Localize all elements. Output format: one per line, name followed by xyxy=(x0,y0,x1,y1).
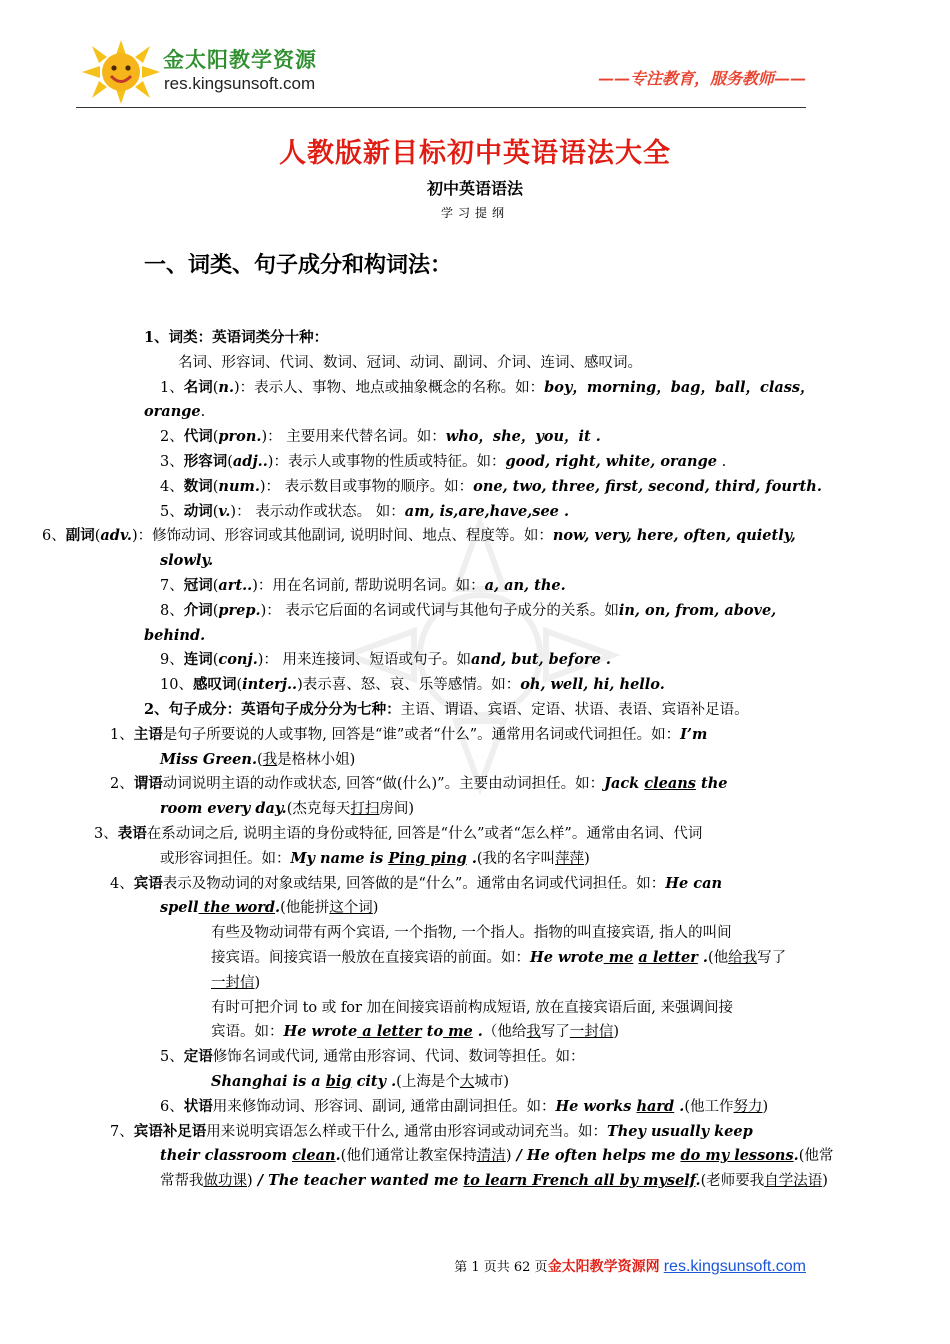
term: 冠词 xyxy=(183,577,213,594)
example: . xyxy=(472,1023,483,1041)
text: 写了 xyxy=(757,950,787,966)
example: . xyxy=(793,1147,799,1165)
paragraph xyxy=(144,698,749,723)
abbr: v. xyxy=(218,502,231,520)
example: He wrote xyxy=(530,949,604,966)
example: . xyxy=(466,849,477,867)
example: now, very, here, often, quietly, xyxy=(552,527,796,545)
example: their classroom xyxy=(160,1147,293,1165)
example: . xyxy=(695,1172,701,1190)
example: He works xyxy=(555,1097,637,1115)
text: ( xyxy=(227,454,233,470)
text: (上海是个 xyxy=(396,1074,460,1090)
example: . xyxy=(386,1073,397,1090)
paragraph xyxy=(160,599,776,624)
example: in, on, from, above, xyxy=(618,601,777,619)
paragraph xyxy=(160,500,569,525)
example: who，she，you，it . xyxy=(445,428,601,446)
text: ( xyxy=(236,677,243,694)
example: to learn French all by myself xyxy=(463,1172,696,1190)
paragraph xyxy=(160,549,213,574)
text: ) xyxy=(822,1173,828,1190)
text: 这个词 xyxy=(329,900,373,917)
text: 有时可把介词 to 或 for 加在间接宾语前构成短语, 放在直接宾语后面, 来强调间接 xyxy=(211,999,733,1016)
text: )：用在名词前, 帮助说明名词。如： xyxy=(252,578,485,594)
paragraph xyxy=(110,723,707,748)
term: 状语 xyxy=(183,1097,213,1115)
paragraph xyxy=(211,1070,509,1095)
example: oh, well, hi, hello. xyxy=(520,676,665,694)
text: )表示喜、怒、哀、乐等感情。如： xyxy=(297,677,521,694)
example: a letter xyxy=(357,1023,422,1041)
paragraph xyxy=(211,946,786,971)
term: 定语 xyxy=(183,1048,213,1066)
text: 打扫 xyxy=(350,801,380,818)
example: the xyxy=(695,775,728,793)
example: city xyxy=(351,1073,387,1090)
paragraph xyxy=(160,673,665,698)
example: big xyxy=(325,1073,352,1090)
example: room every day. xyxy=(160,800,287,818)
text: 萍萍 xyxy=(555,850,585,867)
example: cleans xyxy=(644,775,696,793)
example: orange xyxy=(144,403,201,421)
paragraph xyxy=(110,1120,753,1145)
subheading: 2、句子成分：英语句子成分分为七种： xyxy=(144,701,401,718)
text: 5、 xyxy=(160,1049,184,1066)
text: ( xyxy=(212,478,219,495)
term: 名词 xyxy=(183,378,213,396)
example: . xyxy=(674,1097,685,1115)
term: 动词 xyxy=(183,502,213,520)
example: Ping ping xyxy=(388,849,467,867)
text: 2、 xyxy=(160,429,184,446)
text: 有些及物动词带有两个宾语, 一个指物, 一个指人。指物的叫直接宾语, 指人的叫间 xyxy=(211,925,732,942)
paragraph xyxy=(144,624,205,649)
term: 数词 xyxy=(183,477,213,495)
example: a letter xyxy=(638,949,698,966)
text: ( xyxy=(212,578,219,594)
text: 1、 xyxy=(160,379,184,396)
example: Jack xyxy=(604,775,645,793)
text: 一封信 xyxy=(211,974,255,991)
paragraph xyxy=(144,326,328,351)
example: Shanghai is a xyxy=(211,1073,326,1090)
term: 感叹词 xyxy=(192,676,237,694)
text: (他 xyxy=(707,950,729,966)
text: (他常 xyxy=(798,1148,834,1165)
paragraph xyxy=(160,847,590,872)
logo-title: 金太阳教学资源 xyxy=(163,48,317,72)
text: 我 xyxy=(262,751,278,768)
text: )：修饰动词、形容词或其他副词, 说明时间、地点、程度等。如： xyxy=(131,528,553,545)
text: (他能拼 xyxy=(280,900,330,917)
abbr: interj.. xyxy=(242,676,298,694)
term: 主语 xyxy=(133,725,163,743)
footer-site-name: 金太阳教学资源网 xyxy=(547,1259,660,1275)
paragraph xyxy=(160,376,815,401)
text: 写了 xyxy=(540,1024,570,1041)
term: 表语 xyxy=(117,825,147,842)
text: (我的名字叫 xyxy=(476,850,556,867)
paragraph xyxy=(160,475,822,500)
text: 3、 xyxy=(94,826,118,842)
abbr: adj.. xyxy=(232,453,268,470)
example: / The teacher wanted me xyxy=(252,1172,464,1190)
page-number: 第 1 页共 62 页 xyxy=(454,1260,548,1275)
text: 房间) xyxy=(379,801,415,818)
text: ) xyxy=(372,900,379,917)
example: good, right, white, orange xyxy=(505,453,717,470)
text: ) xyxy=(247,1173,253,1190)
paragraph xyxy=(110,772,727,797)
text: ) xyxy=(762,1098,769,1115)
abbr: adv. xyxy=(100,527,132,545)
example: to xyxy=(421,1023,444,1041)
term: 介词 xyxy=(183,601,213,619)
text: ( xyxy=(212,379,219,396)
text: 在系动词之后, 说明主语的身份或特征, 回答是“什么”或者“怎么样”。通常由名词、代词 xyxy=(146,826,703,842)
example: Miss Green. xyxy=(160,750,257,768)
text: )：表示人、事物、地点或抽象概念的名称。如： xyxy=(234,379,545,396)
sun-logo-icon xyxy=(82,40,160,104)
abbr: n. xyxy=(218,378,234,396)
text: ( xyxy=(212,602,219,619)
example: / He often helps me xyxy=(511,1147,681,1165)
text: (老师要我 xyxy=(700,1173,765,1190)
text: 接宾语。间接宾语一般放在直接宾语的前面。如： xyxy=(211,950,530,966)
term: 形容词 xyxy=(183,453,228,470)
text: (他工作 xyxy=(684,1098,734,1115)
example: spell xyxy=(160,899,199,917)
example: me xyxy=(443,1023,473,1041)
abbr: pron. xyxy=(218,428,262,446)
text: )： 表示数目或事物的顺序。如： xyxy=(259,478,474,495)
example: me xyxy=(603,949,634,966)
term: 副词 xyxy=(65,527,95,545)
page-footer xyxy=(0,1256,806,1276)
text: 主语、谓语、宾语、定语、状语、表语、宾语补足语。 xyxy=(400,702,749,718)
example: am, is,are,have,see . xyxy=(404,502,570,520)
text: 8、 xyxy=(160,602,184,619)
text: )： 表示动作或状态。 如： xyxy=(230,503,405,520)
paragraph xyxy=(211,921,732,946)
paragraph xyxy=(211,971,260,996)
paragraph xyxy=(42,524,796,549)
text: (杰克每天 xyxy=(286,801,351,818)
example: He can xyxy=(665,874,723,892)
paragraph xyxy=(160,1095,768,1120)
text: )： 主要用来代替名词。如： xyxy=(261,429,446,446)
text: 9、 xyxy=(160,652,184,669)
page-header xyxy=(0,0,950,112)
paragraph xyxy=(160,797,414,822)
footer-url-link[interactable]: res.kingsunsoft.com xyxy=(663,1258,806,1275)
text: 我 xyxy=(526,1024,541,1041)
term: 连词 xyxy=(183,651,213,669)
text: )： 用来连接词、短语或句子。如 xyxy=(257,652,472,669)
paragraph xyxy=(160,425,601,450)
header-slogan: ——专注教育，服务教师—— xyxy=(598,69,807,88)
text: . xyxy=(200,404,206,421)
example: . xyxy=(335,1147,341,1165)
text: 大 xyxy=(459,1074,475,1090)
header-divider xyxy=(76,107,806,108)
abbr: num. xyxy=(218,477,260,495)
example: hard xyxy=(636,1097,675,1115)
paragraph xyxy=(178,351,642,376)
text: . xyxy=(716,454,727,470)
example: slowly. xyxy=(160,552,214,570)
text: 用来说明宾语怎么样或干什么, 通常由形容词或动词充当。如： xyxy=(206,1123,607,1140)
text: 修饰名词或代词, 通常由形容词、代词、数词等担任。如： xyxy=(212,1049,585,1066)
example: I’m xyxy=(680,725,708,743)
text: 常帮我 xyxy=(160,1173,204,1190)
example: . xyxy=(275,899,281,917)
text: 表示及物动词的对象或结果, 回答做的是“什么”。通常由名词或代词担任。如： xyxy=(162,875,666,892)
example: the word xyxy=(198,899,276,917)
text: ( xyxy=(212,652,219,669)
abbr: art.. xyxy=(218,577,253,594)
text: ) xyxy=(505,1148,512,1165)
text: 5、 xyxy=(160,503,184,520)
text: ( xyxy=(212,503,219,520)
text: （他给 xyxy=(482,1024,527,1041)
example: and, but, before . xyxy=(471,651,611,669)
logo-url[interactable]: res.kingsunsoft.com xyxy=(164,74,316,93)
paragraph xyxy=(160,450,726,475)
text: 一封信 xyxy=(569,1024,614,1041)
text: )： 表示它后面的名词或代词与其他句子成分的关系。如 xyxy=(260,602,619,619)
paragraph xyxy=(160,648,611,673)
paragraph xyxy=(211,1020,619,1045)
text: 用来修饰动词、形容词、副词, 通常由副词担任。如： xyxy=(212,1098,556,1115)
paragraph xyxy=(160,748,355,773)
text: 6、 xyxy=(160,1098,184,1115)
example: one, two, three, first, second, third, fourth. xyxy=(473,477,822,495)
text: ) xyxy=(584,850,590,867)
paragraph xyxy=(144,400,205,425)
document-subtitle: 初中英语语法 xyxy=(426,179,523,198)
text: 城市) xyxy=(474,1074,510,1090)
example: My name is xyxy=(290,849,389,867)
example: boy，morning，bag，ball，class， xyxy=(544,378,815,396)
text: 动词说明主语的动作或状态, 回答“做(什么)”。主要由动词担任。如： xyxy=(162,776,605,793)
text: 自学法语 xyxy=(764,1173,823,1190)
term: 宾语 xyxy=(133,874,163,892)
text: 宾语。如： xyxy=(211,1024,284,1041)
example: behind. xyxy=(144,626,206,644)
section-heading: 一、词类、句子成分和构词法： xyxy=(144,253,453,278)
text: 1、 xyxy=(110,726,134,743)
example: do my lessons xyxy=(680,1147,794,1165)
example: They usually keep xyxy=(606,1122,753,1140)
text: 1、词类：英语词类分十种： xyxy=(144,329,329,346)
term: 宾语补足语 xyxy=(133,1122,207,1140)
text: 10、 xyxy=(160,677,193,694)
text: 7、 xyxy=(160,578,184,594)
text: 4、 xyxy=(160,478,184,495)
text: ) xyxy=(254,974,261,991)
text: ( xyxy=(212,429,219,446)
paragraph xyxy=(160,896,378,921)
paragraph xyxy=(160,1169,828,1194)
text: 是句子所要说的人或事物, 回答是“谁”或者“什么”。通常用名词或代词担任。如： xyxy=(162,726,681,743)
text: 7、 xyxy=(110,1123,134,1140)
text: 是格林小姐) xyxy=(277,751,356,768)
example: a, an, the. xyxy=(484,577,566,594)
term: 谓语 xyxy=(133,775,163,793)
paragraph xyxy=(160,1045,584,1070)
paragraph xyxy=(94,822,702,847)
text: 清洁 xyxy=(476,1148,506,1165)
example: He wrote xyxy=(283,1023,358,1041)
abbr: prep. xyxy=(218,601,261,619)
text: (他们通常让教室保持 xyxy=(340,1148,477,1165)
example: clean xyxy=(292,1147,336,1165)
text: 2、 xyxy=(110,776,134,793)
text: 3、 xyxy=(160,454,184,470)
text: ) xyxy=(613,1024,620,1041)
text: 给我 xyxy=(728,950,758,966)
paragraph xyxy=(160,574,566,599)
paragraph xyxy=(211,996,733,1021)
abbr: conj. xyxy=(218,651,258,669)
text: 做功课 xyxy=(203,1173,247,1190)
text: 6、 xyxy=(42,528,66,545)
document-title: 人教版新目标初中英语语法大全 xyxy=(279,138,671,169)
text: ( xyxy=(257,751,263,768)
text: ( xyxy=(94,528,101,545)
term: 代词 xyxy=(183,428,213,446)
text: 4、 xyxy=(110,875,134,892)
text: 或形容词担任。如： xyxy=(160,850,291,867)
text: 名词、形容词、代词、数词、冠词、动词、副词、介词、连词、感叹词。 xyxy=(178,354,642,371)
paragraph xyxy=(160,1144,833,1169)
text: 努力 xyxy=(733,1098,763,1115)
text: )：表示人或事物的性质或特征。如： xyxy=(267,454,506,470)
document-subheading: 学习提纲 xyxy=(440,206,509,220)
paragraph xyxy=(110,872,722,897)
example: . xyxy=(697,949,708,966)
